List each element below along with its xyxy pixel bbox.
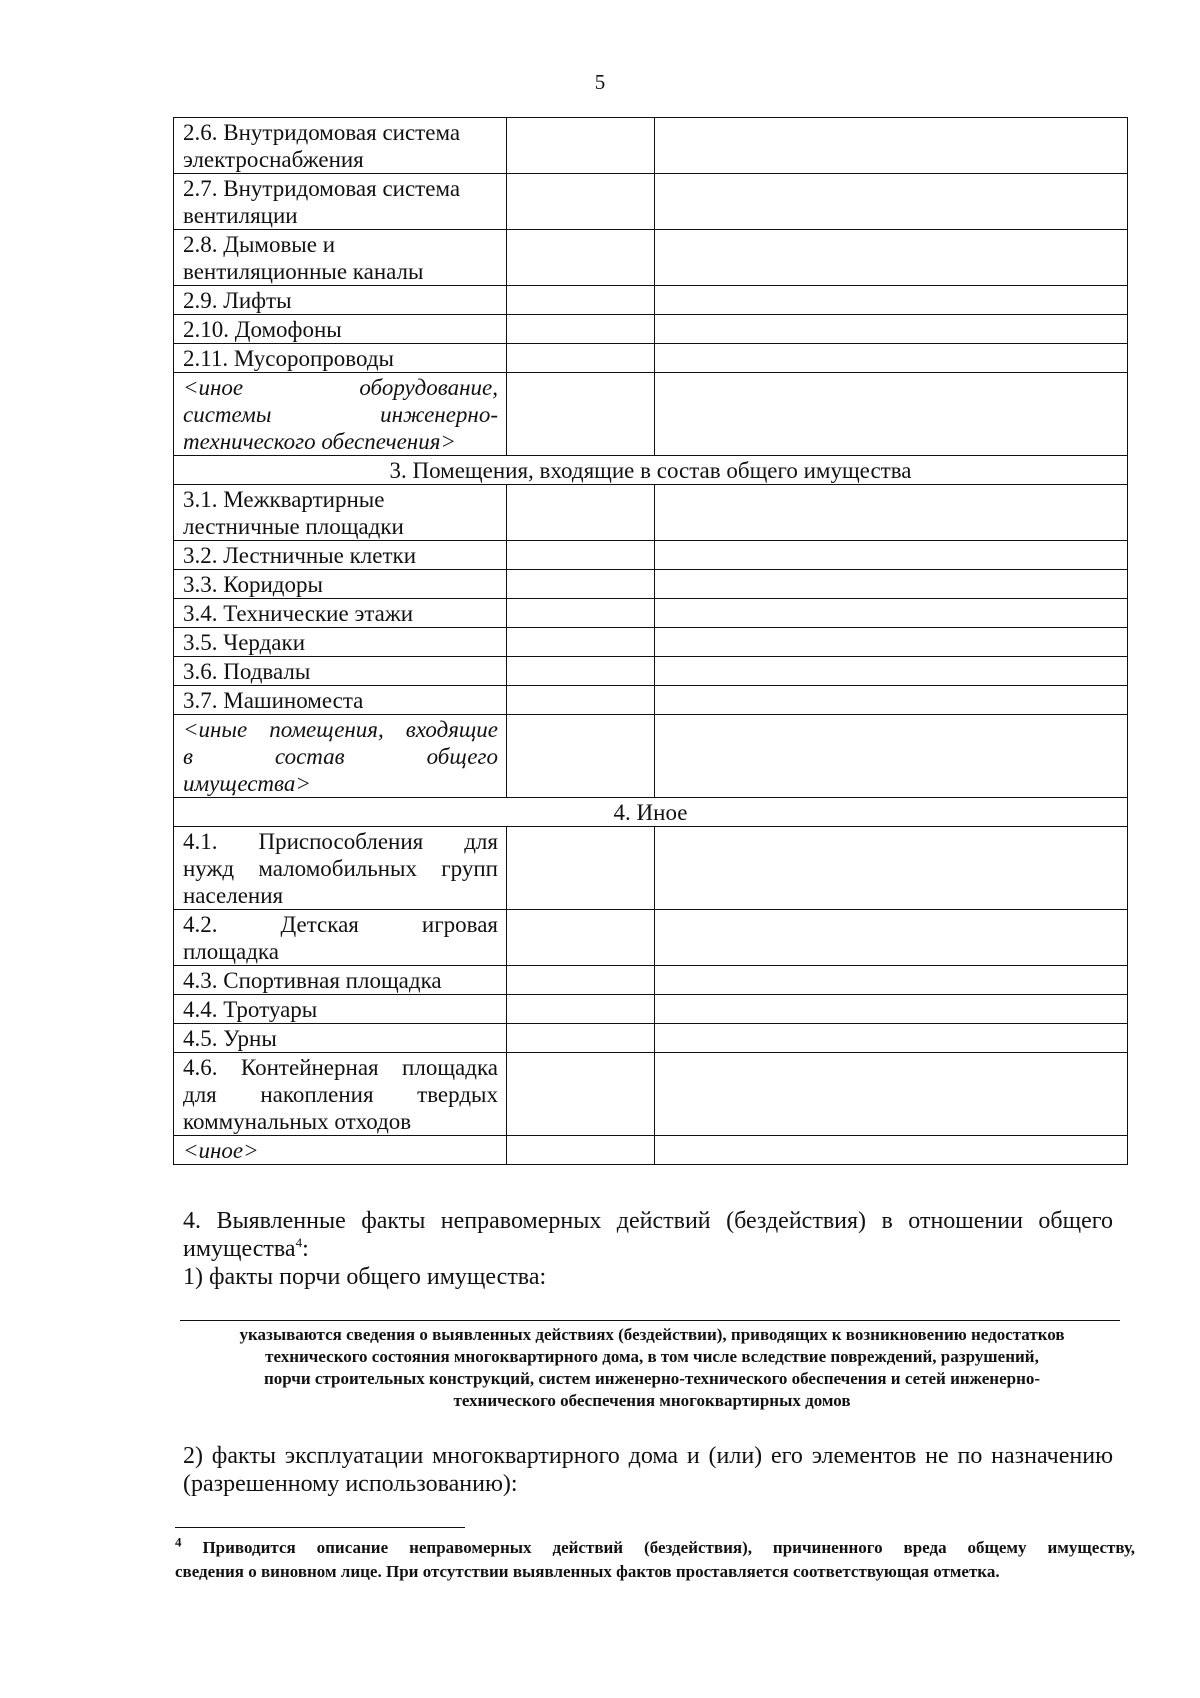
row-notes-cell[interactable] (655, 995, 1128, 1024)
row-notes-cell[interactable] (655, 686, 1128, 715)
row-label (174, 344, 507, 373)
row-label (174, 686, 507, 715)
row-label-line: нужд маломобильных групп (183, 856, 498, 881)
row-label-line: технического обеспечения> (183, 429, 456, 454)
footnote-mark: 4 (175, 1534, 182, 1550)
table-row (174, 910, 1128, 966)
row-label-line: 3.4. Технические этажи (183, 601, 414, 626)
section-header: 3. Помещения, входящие в состав общего имущества (174, 456, 1128, 485)
row-label-line: 2.8. Дымовые и (183, 232, 336, 257)
table-row (174, 686, 1128, 715)
row-label (174, 966, 507, 995)
row-label-line: 2.7. Внутридомовая система (183, 176, 461, 201)
item-1-damage-facts: 1) факты порчи общего имущества: (183, 1264, 547, 1290)
row-label-line: 4.3. Спортивная площадка (183, 968, 442, 993)
section-4-heading-line2: имущества$^4$: (183, 1235, 309, 1262)
row-notes-cell[interactable] (655, 118, 1128, 174)
row-label-line: коммунальных отходов (183, 1109, 412, 1134)
row-value-cell[interactable] (507, 827, 655, 910)
row-label (174, 286, 507, 315)
row-label-line: 4.1. Приспособления для (183, 829, 498, 854)
row-value-cell[interactable] (507, 315, 655, 344)
page-number: 5 (594, 70, 606, 94)
row-notes-cell[interactable] (655, 715, 1128, 798)
row-label (174, 315, 507, 344)
row-label-line: площадка (183, 939, 279, 964)
table-row (174, 1024, 1128, 1053)
row-label (174, 541, 507, 570)
row-value-cell[interactable] (507, 570, 655, 599)
section-4-heading-line1: 4. Выявленные факты неправомерных действий (бездействия) в отношении общего (183, 1208, 1113, 1234)
row-notes-cell[interactable] (655, 628, 1128, 657)
row-label-line: имущества> (183, 771, 311, 796)
row-label (174, 1136, 507, 1165)
row-notes-cell[interactable] (655, 1136, 1128, 1165)
row-notes-cell[interactable] (655, 286, 1128, 315)
footnote-separator (175, 1527, 465, 1528)
row-notes-cell[interactable] (655, 657, 1128, 686)
table-row (174, 485, 1128, 541)
table-row (174, 174, 1128, 230)
item-2-line1: 2) факты эксплуатации многоквартирного дома и (или) его элементов не по назначению (183, 1443, 1113, 1469)
row-label-line: 3.5. Чердаки (183, 630, 305, 655)
table-row (174, 657, 1128, 686)
row-label-line: системы инженерно- (183, 402, 498, 427)
item-2-line2: (разрешенному использованию): (183, 1471, 518, 1497)
row-value-cell[interactable] (507, 373, 655, 456)
table-row (174, 344, 1128, 373)
row-value-cell[interactable] (507, 995, 655, 1024)
table-row (174, 230, 1128, 286)
row-label-line: 3.2. Лестничные клетки (183, 543, 417, 568)
row-label (174, 599, 507, 628)
row-value-cell[interactable] (507, 485, 655, 541)
row-notes-cell[interactable] (655, 910, 1128, 966)
table-row (174, 118, 1128, 174)
row-label (174, 910, 507, 966)
row-label (174, 628, 507, 657)
row-notes-cell[interactable] (655, 966, 1128, 995)
row-label-line: 2.9. Лифты (183, 288, 292, 313)
table-row (174, 599, 1128, 628)
row-value-cell[interactable] (507, 599, 655, 628)
row-notes-cell[interactable] (655, 485, 1128, 541)
table-section-row (174, 798, 1128, 827)
table-row (174, 628, 1128, 657)
row-label (174, 657, 507, 686)
row-value-cell[interactable] (507, 715, 655, 798)
row-notes-cell[interactable] (655, 1024, 1128, 1053)
row-label-line: 2.6. Внутридомовая система (183, 120, 461, 145)
table-row (174, 315, 1128, 344)
row-label-line: 3.1. Межквартирные (183, 487, 385, 512)
row-label-line: населения (183, 883, 284, 908)
row-notes-cell[interactable] (655, 570, 1128, 599)
row-label (174, 118, 507, 174)
row-notes-cell[interactable] (655, 599, 1128, 628)
row-label-line: <иное> (183, 1138, 259, 1163)
row-label-line: 2.10. Домофоны (183, 317, 342, 342)
row-label-line: в состав общего (183, 744, 498, 769)
row-label-line: 2.11. Мусоропроводы (183, 346, 394, 371)
row-value-cell[interactable] (507, 966, 655, 995)
hint-text: указываются сведения о выявленных действиях (бездействии), приводящих к возникновению недостатков технического состояния многоквартирного дома, в том числе вследствие повреждений, разрушений, порчи строительных конструкций, систем инженерно-технического обеспечения и сетей инженерно- технического обеспечения многоквартирных домов (239, 1325, 1065, 1410)
row-label (174, 485, 507, 541)
row-value-cell[interactable] (507, 118, 655, 174)
row-notes-cell[interactable] (655, 174, 1128, 230)
row-notes-cell[interactable] (655, 827, 1128, 910)
row-label-line: вентиляционные каналы (183, 259, 424, 284)
fill-in-line-1 (180, 1320, 1120, 1321)
row-label-line: вентиляции (183, 203, 298, 228)
table-row (174, 286, 1128, 315)
row-notes-cell[interactable] (655, 230, 1128, 286)
row-value-cell[interactable] (507, 230, 655, 286)
row-label (174, 230, 507, 286)
row-value-cell[interactable] (507, 910, 655, 966)
row-value-cell[interactable] (507, 1053, 655, 1136)
row-notes-cell[interactable] (655, 541, 1128, 570)
row-label-line: 3.6. Подвалы (183, 659, 311, 684)
row-label (174, 570, 507, 599)
row-label-line: для накопления твердых (183, 1082, 498, 1107)
row-label (174, 1024, 507, 1053)
row-label-line: 4.5. Урны (183, 1026, 277, 1051)
table-row (174, 995, 1128, 1024)
footnote: $^4$ Приводится описание неправомерных действий (бездействия), причиненного вреда общему имуществу, сведения о виновном лице. При отсутствии выявленных фактов проставляется соответствующая отметка. (175, 1534, 1135, 1581)
row-label (174, 174, 507, 230)
row-notes-cell[interactable] (655, 344, 1128, 373)
row-value-cell[interactable] (507, 686, 655, 715)
row-notes-cell[interactable] (655, 1053, 1128, 1136)
row-label-line: 3.3. Коридоры (183, 572, 323, 597)
row-label-line: 4.2. Детская игровая (183, 912, 498, 937)
table-row (174, 1053, 1128, 1136)
row-notes-cell[interactable] (655, 373, 1128, 456)
row-value-cell[interactable] (507, 1136, 655, 1165)
table-row (174, 1136, 1128, 1165)
row-label (174, 373, 507, 456)
row-label-line: 4.6. Контейнерная площадка (183, 1055, 498, 1080)
row-value-cell[interactable] (507, 541, 655, 570)
row-value-cell[interactable] (507, 628, 655, 657)
table-row (174, 541, 1128, 570)
row-value-cell[interactable] (507, 344, 655, 373)
row-label-line: <иные помещения, входящие (183, 717, 498, 742)
table-section-row (174, 456, 1128, 485)
row-label-line: 3.7. Машиноместа (183, 688, 364, 713)
row-value-cell[interactable] (507, 1024, 655, 1053)
row-value-cell[interactable] (507, 286, 655, 315)
row-value-cell[interactable] (507, 174, 655, 230)
table-row (174, 966, 1128, 995)
row-notes-cell[interactable] (655, 315, 1128, 344)
common-property-table (173, 117, 1128, 1165)
row-label-line: 4.4. Тротуары (183, 997, 318, 1022)
row-value-cell[interactable] (507, 657, 655, 686)
table-row (174, 715, 1128, 798)
row-label-line: электроснабжения (183, 147, 364, 172)
row-label (174, 1053, 507, 1136)
row-label (174, 995, 507, 1024)
row-label (174, 827, 507, 910)
table-row (174, 827, 1128, 910)
row-label-line: <иное оборудование, (183, 375, 498, 400)
section-header: 4. Иное (174, 798, 1128, 827)
row-label (174, 715, 507, 798)
row-label-line: лестничные площадки (183, 514, 404, 539)
footnote-ref: 4 (295, 1235, 303, 1250)
table-row (174, 373, 1128, 456)
table-row (174, 570, 1128, 599)
